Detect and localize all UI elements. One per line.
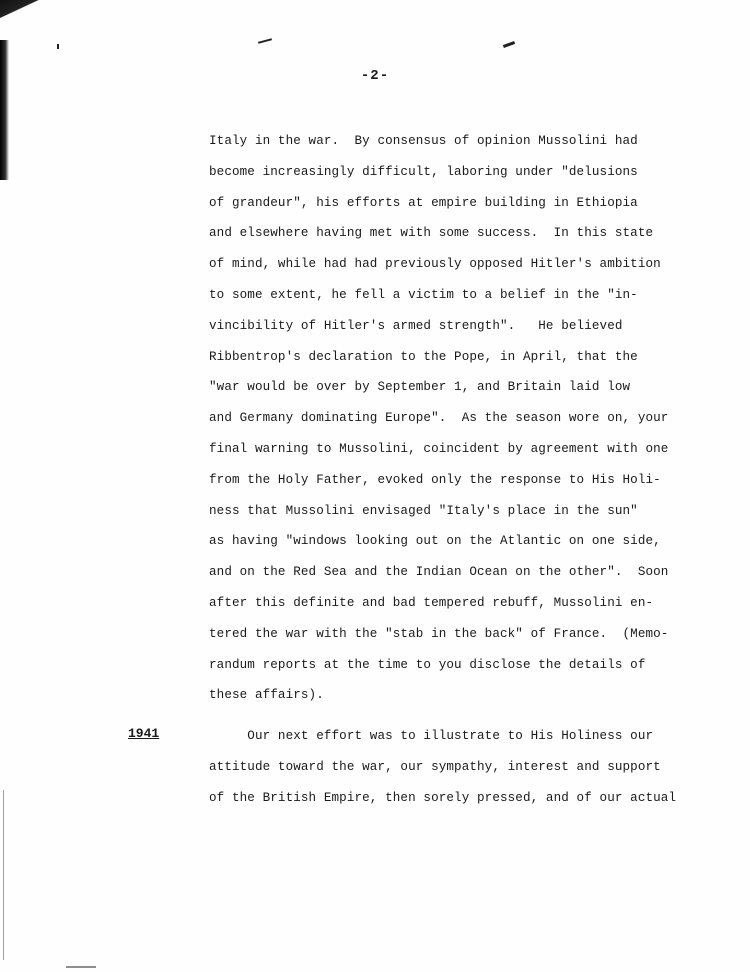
- text-line: after this definite and bad tempered rebuff, Mussolini en-: [209, 595, 654, 610]
- text-line: these affairs).: [209, 688, 324, 703]
- text-line: Italy in the war. By consensus of opinion Mussolini had: [209, 134, 638, 148]
- text-line: from the Holy Father, evoked only the response to His Holi-: [209, 472, 661, 487]
- paragraph-2: [209, 721, 679, 813]
- scan-margin-mark: [66, 966, 96, 968]
- paragraph-1: [209, 126, 679, 711]
- text-line: to some extent, he fell a victim to a belief in the "in-: [209, 287, 638, 302]
- text-line: become increasingly difficult, laboring under "delusions: [209, 164, 638, 179]
- text-line: and elsewhere having met with some success. In this state: [209, 226, 654, 241]
- text-line: and Germany dominating Europe". As the season wore on, your: [209, 411, 669, 426]
- text-line: "war would be over by September 1, and Britain laid low: [209, 380, 631, 395]
- margin-year-note: 1941: [128, 726, 160, 741]
- text-line: final warning to Mussolini, coincident by agreement with one: [209, 441, 669, 456]
- text-line: of the British Empire, then sorely pressed, and of our actual: [209, 790, 677, 805]
- text-line: of mind, while had had previously opposed Hitler's ambition: [209, 257, 661, 272]
- text-line: as having "windows looking out on the Atlantic on one side,: [209, 534, 661, 549]
- scan-shadow-top-left: [0, 0, 80, 60]
- text-line: randum reports at the time to you disclose the details of: [209, 657, 646, 672]
- text-line: attitude toward the war, our sympathy, interest and support: [209, 759, 661, 774]
- text-line: of grandeur", his efforts at empire building in Ethiopia: [209, 195, 638, 210]
- scan-speck: [503, 41, 515, 48]
- scan-speck: [57, 44, 59, 49]
- text-line: Our next effort was to illustrate to His Holiness our: [209, 729, 654, 743]
- text-line: tered the war with the "stab in the back" of France. (Memo-: [209, 626, 669, 641]
- text-line: vincibility of Hitler's armed strength". He believed: [209, 318, 623, 333]
- scan-shadow-left: [0, 40, 9, 180]
- scan-speck: [258, 38, 272, 44]
- scan-margin-mark: [3, 790, 4, 960]
- text-line: ness that Mussolini envisaged "Italy's place in the sun": [209, 503, 638, 518]
- page-number: -2-: [360, 68, 390, 84]
- text-line: Ribbentrop's declaration to the Pope, in April, that the: [209, 349, 638, 364]
- text-line: and on the Red Sea and the Indian Ocean on the other". Soon: [209, 565, 669, 580]
